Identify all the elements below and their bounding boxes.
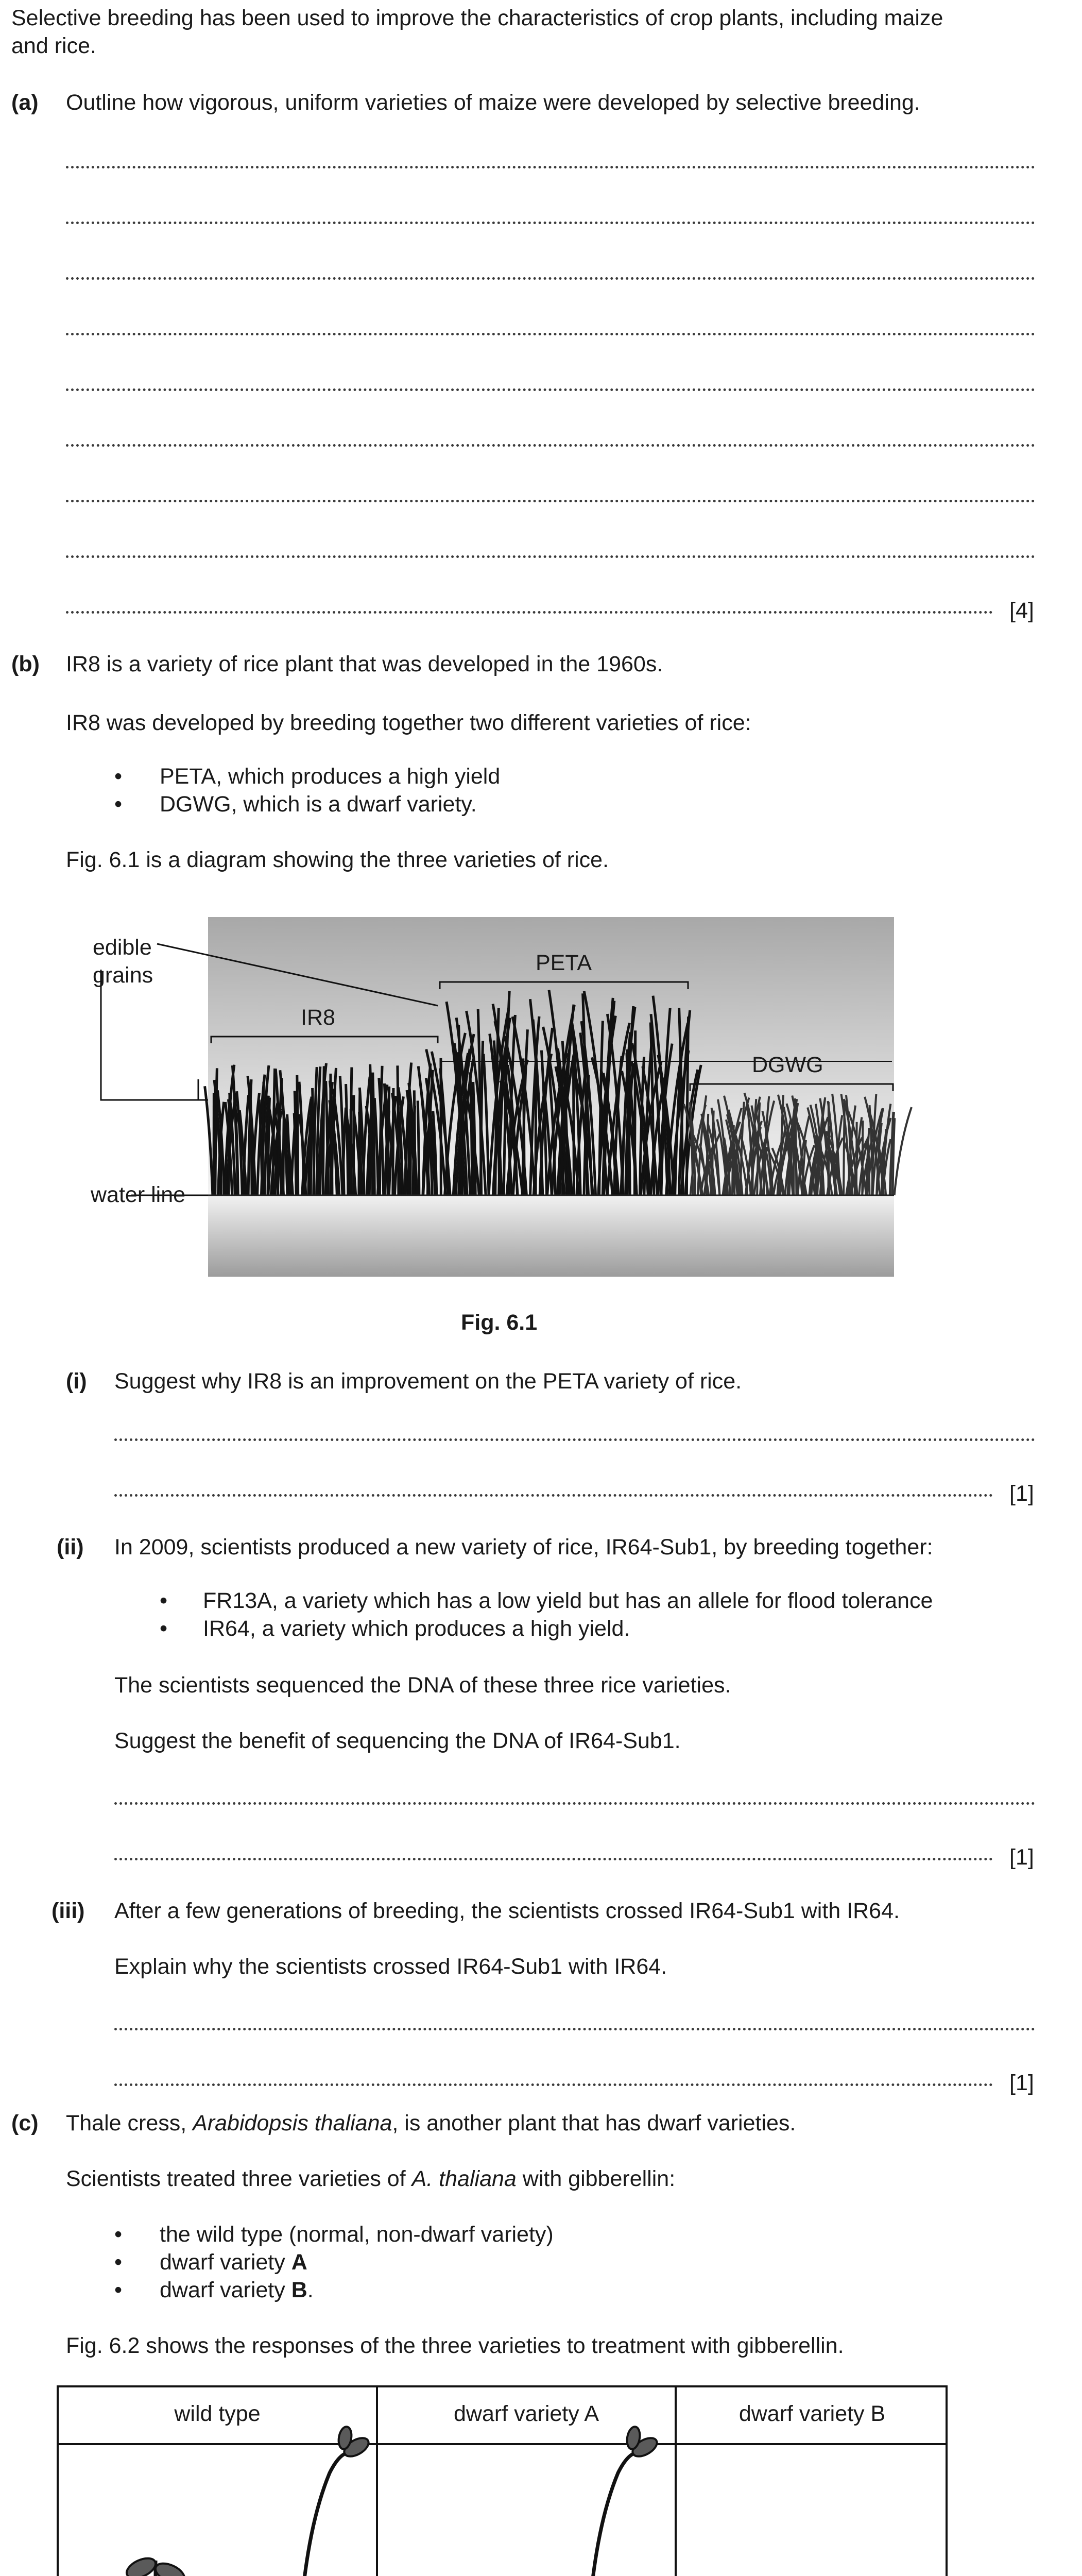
fig-6-2-plants (57, 2385, 948, 2576)
rice-blade (408, 1109, 409, 1195)
rice-blade (311, 1097, 312, 1196)
answer-line-a-4[interactable] (66, 333, 1035, 335)
part-a-question: Outline how vigorous, uniform varieties of maize were developed by selective breeding. (66, 90, 920, 115)
part-b-line-2: IR8 was developed by breeding together two different varieties of rice: (66, 710, 751, 735)
stem (299, 2452, 350, 2576)
text-run: . (307, 2278, 314, 2302)
bullet-dot: • (114, 2250, 123, 2275)
answer-line-b-ii-2[interactable] (114, 1858, 993, 1860)
part-a-marks: [4] (1009, 598, 1034, 623)
part-b-i-label: (i) (66, 1369, 87, 1394)
answer-line-a-3[interactable] (66, 277, 1035, 280)
answer-line-b-iii-1[interactable] (114, 2028, 1035, 2030)
part-c-bullet-1: the wild type (normal, non-dwarf variety) (160, 2222, 554, 2247)
plant-wild-type-after (200, 2426, 397, 2576)
part-b-iii-line-2: Explain why the scientists crossed IR64-Sub1 with IR64. (114, 1954, 667, 1979)
variety-letter: B (291, 2278, 307, 2302)
part-b-ii-bullet-2: IR64, a variety which produces a high yield. (203, 1616, 630, 1641)
intro-line-1: Selective breeding has been used to improve the characteristics of crop plants, including maize (11, 6, 943, 30)
rice-blade (868, 1143, 869, 1196)
fig61-intro: Fig. 6.1 is a diagram showing the three varieties of rice. (66, 848, 609, 872)
fig61-label-ir8: IR8 (301, 1005, 335, 1030)
answer-line-b-i-1[interactable] (114, 1438, 1035, 1441)
fig61-label-water-line: water line (91, 1182, 186, 1207)
bullet-dot: • (114, 792, 123, 817)
species-name: A. thaliana (411, 2166, 517, 2191)
part-b-label: (b) (11, 652, 40, 676)
fig62-header-dwarf-a: dwarf variety A (454, 2401, 599, 2426)
part-b-line-1: IR8 is a variety of rice plant that was developed in the 1960s. (66, 652, 663, 676)
answer-line-a-8[interactable] (66, 555, 1035, 558)
fig61-label-edible: edible (93, 935, 152, 960)
answer-line-a-7[interactable] (66, 500, 1035, 502)
plant-dwarf-a-after (489, 2426, 685, 2576)
intro-line-2: and rice. (11, 33, 96, 58)
fig61-label-dgwg: DGWG (752, 1053, 823, 1077)
answer-line-a-5[interactable] (66, 388, 1035, 391)
text-run: , is another plant that has dwarf varieties. (392, 2111, 796, 2136)
part-c-line-2 (66, 2165, 675, 2193)
part-c-bullet-2 (160, 2248, 307, 2276)
answer-line-a-6[interactable] (66, 444, 1035, 447)
rice-blade (573, 1056, 574, 1195)
answer-line-a-9[interactable] (66, 611, 993, 614)
leaf (152, 2560, 187, 2576)
stem (587, 2452, 639, 2576)
bullet-dot: • (114, 764, 123, 789)
fig62-intro: Fig. 6.2 shows the responses of the three varieties to treatment with gibberellin. (66, 2333, 844, 2358)
part-c-bullet-3 (160, 2276, 314, 2304)
leaf (124, 2554, 159, 2576)
text-run: dwarf variety (160, 2278, 291, 2302)
text-run: Scientists treated three varieties of (66, 2166, 412, 2191)
text-run: Thale cress, (66, 2111, 193, 2136)
part-c-label: (c) (11, 2111, 39, 2136)
part-b-ii-marks: [1] (1009, 1845, 1034, 1870)
bullet-dot: • (114, 2222, 123, 2247)
answer-line-b-iii-2[interactable] (114, 2083, 993, 2086)
rice-blade (686, 1016, 688, 1195)
answer-line-b-i-2[interactable] (114, 1494, 993, 1497)
variety-letter: A (291, 2250, 307, 2275)
part-b-ii-label: (ii) (57, 1535, 84, 1560)
part-b-ii-line-1: In 2009, scientists produced a new variety of rice, IR64-Sub1, by breeding together: (114, 1535, 933, 1560)
species-name: Arabidopsis thaliana (193, 2111, 392, 2136)
rice-blade (323, 1066, 324, 1195)
fig62-header-dwarf-b: dwarf variety B (738, 2401, 886, 2426)
bullet-dot: • (114, 2278, 123, 2302)
part-b-ii-line-3: Suggest the benefit of sequencing the DNA of IR64-Sub1. (114, 1728, 681, 1753)
fig61-label-peta: PETA (536, 951, 592, 975)
fig61-caption: Fig. 6.1 (461, 1310, 538, 1335)
part-b-ii-bullet-1: FR13A, a variety which has a low yield but has an allele for flood tolerance (203, 1588, 933, 1613)
rice-blade (297, 1075, 298, 1195)
fig62-header-wild-type: wild type (174, 2401, 261, 2426)
part-b-iii-line-1: After a few generations of breeding, the scientists crossed IR64-Sub1 with IR64. (114, 1899, 900, 1923)
answer-line-a-2[interactable] (66, 222, 1035, 224)
text-run: dwarf variety (160, 2250, 291, 2275)
part-b-i-question: Suggest why IR8 is an improvement on the PETA variety of rice. (114, 1369, 742, 1394)
part-a-label: (a) (11, 90, 39, 115)
answer-line-a-1[interactable] (66, 166, 1035, 168)
part-b-iii-label: (iii) (51, 1899, 85, 1923)
part-b-bullet-1: PETA, which produces a high yield (160, 764, 501, 789)
rice-blade (418, 1100, 419, 1195)
part-b-bullet-2: DGWG, which is a dwarf variety. (160, 792, 477, 817)
plant-wild-type-normal (63, 2554, 248, 2576)
text-run: with gibberellin: (516, 2166, 676, 2191)
part-b-ii-line-2: The scientists sequenced the DNA of these three rice varieties. (114, 1673, 731, 1698)
part-c-line-1 (66, 2109, 796, 2137)
part-b-i-marks: [1] (1009, 1481, 1034, 1506)
part-b-iii-marks: [1] (1009, 2071, 1034, 2095)
bullet-dot: • (160, 1588, 168, 1613)
fig61-label-grains: grains (93, 963, 153, 988)
bullet-dot: • (160, 1616, 168, 1641)
answer-line-b-ii-1[interactable] (114, 1802, 1035, 1805)
rice-blade (895, 1107, 912, 1195)
